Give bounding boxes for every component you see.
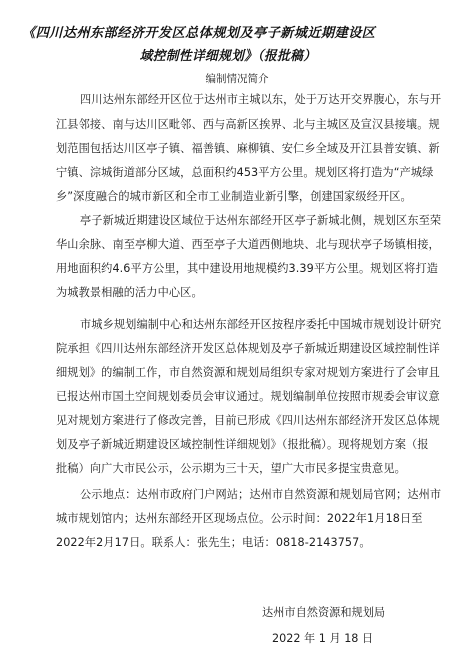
paragraph-2-line: 亭子新城近期建设区域位于达州东部经开区亭子新城北侧，规划区东至荣 xyxy=(80,214,442,227)
paragraph-3-line: 院承担《四川达州东部经济开发区总体规划及亭子新城近期建设区域控制性详 xyxy=(56,342,440,355)
signature-date: 2022 年 1 月 18 日 xyxy=(272,632,374,645)
paragraph-4-line: 公示地点：达州市政府门户网站；达州市自然资源和规划局官网；达州市 xyxy=(80,488,442,501)
paragraph-1-line: 乡”深度融合的城市新区和全市工业制造业新引擎，创建国家级经开区。 xyxy=(56,190,412,203)
paragraph-3-line: 划及亭子新城近期建设区域控制性详细规划》（报批稿）。现将规划方案（报 xyxy=(56,438,429,451)
paragraph-3-line: 批稿）向广大市民公示，公示期为三十天，望广大市民多提宝贵意见。 xyxy=(56,462,406,475)
document-title-line-1: 《四川达州东部经济开发区总体规划及亭子新城近期建设区 xyxy=(22,26,376,41)
paragraph-2-line: 用地面积约4.6平方公里，其中建设用地规模约3.39平方公里。规划区将打造 xyxy=(56,262,439,275)
document-title-line-2: 域控制性详细规划》（报批稿） xyxy=(139,49,317,64)
paragraph-1-line: 宁镇、淙城街道部分区域，总面积约453平方公里。规划区将打造为“产城绿 xyxy=(56,166,434,179)
paragraph-3-line: 见对规划方案进行了修改完善，目前已形成《四川达州东部经济开发区总体规 xyxy=(56,414,440,427)
paragraph-2-line: 为城教景相融的活力中心区。 xyxy=(56,286,203,299)
paragraph-1-line: 划范围包括达川区亭子镇、福善镇、麻柳镇、安仁乡全域及开江县普安镇、新 xyxy=(56,142,440,155)
paragraph-3-line: 已报达州市国土空间规划委员会审议通过。规划编制单位按照市规委会审议意 xyxy=(56,390,440,403)
paragraph-3-line: 市城乡规划编制中心和达州东部经开区按程序委托中国城市规划设计研究 xyxy=(80,318,442,331)
signature-organization: 达州市自然资源和规划局 xyxy=(262,606,386,619)
paragraph-1-line: 江县邻接、南与达川区毗邻、西与高新区挨界、北与主城区及宣汉县接壤。规 xyxy=(56,118,440,131)
paragraph-1-line: 四川达州东部经开区位于达州市主城以东，处于万达开交界腹心，东与开 xyxy=(80,93,442,106)
paragraph-3-line: 细规划》的编制工作，市自然资源和规划局组织专家对规划方案进行了会审且 xyxy=(56,366,440,379)
document-subtitle: 编制情况简介 xyxy=(205,73,269,85)
paragraph-2-line: 华山余脉、南至亭柳大道、西至亭子大道西侧地块、北与现状亭子场镇相接， xyxy=(56,238,440,251)
paragraph-4-line: 2022年2月17日。联系人：张先生；电话：0818-2143757。 xyxy=(56,536,371,549)
paragraph-4-line: 城市规划馆内；达州东部经开区现场点位。公示时间：2022年1月18日至 xyxy=(56,512,423,525)
